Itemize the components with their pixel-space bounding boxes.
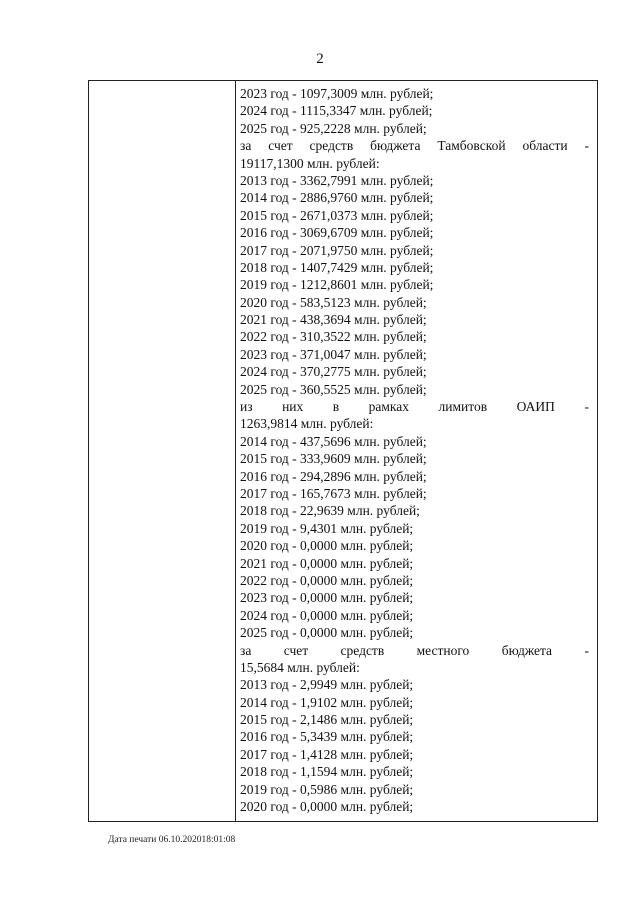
funding-line: 2024 год - 1115,3347 млн. рублей;: [240, 103, 433, 119]
funding-line: 2024 год - 370,2775 млн. рублей;: [240, 364, 427, 380]
funding-line: 2016 год - 3069,6709 млн. рублей;: [240, 225, 434, 241]
funding-line: 2013 год - 3362,7991 млн. рублей;: [240, 172, 434, 188]
funding-heading-word: бюджета: [370, 138, 421, 154]
funding-line: 2015 год - 333,9609 млн. рублей;: [240, 451, 427, 467]
funding-line: 2025 год - 360,5525 млн. рублей;: [240, 381, 427, 397]
funding-line: 2016 год - 294,2896 млн. рублей;: [240, 468, 427, 484]
funding-line: 2020 год - 0,0000 млн. рублей;: [240, 538, 414, 554]
funding-heading-word: счет: [283, 642, 309, 658]
funding-line: 2020 год - 0,0000 млн. рублей;: [240, 799, 414, 815]
funding-heading-word: за: [240, 642, 252, 658]
funding-heading-word: средств: [340, 642, 385, 658]
funding-line: 15,5684 млн. рублей:: [240, 659, 360, 675]
funding-line: 2014 год - 2886,9760 млн. рублей;: [240, 190, 434, 206]
funding-heading-word: -: [584, 138, 589, 154]
funding-line: 2017 год - 165,7673 млн. рублей;: [240, 485, 427, 501]
funding-line: 19117,1300 млн. рублей:: [240, 155, 380, 171]
print-date-footer: Дата печати 06.10.202018:01:08: [108, 835, 236, 845]
funding-line: 2013 год - 2,9949 млн. рублей;: [240, 677, 414, 693]
funding-heading-line: [240, 642, 589, 659]
funding-line: 2014 год - 437,5696 млн. рублей;: [240, 433, 427, 449]
funding-line: 2014 год - 1,9102 млн. рублей;: [240, 694, 414, 710]
funding-line: 2023 год - 371,0047 млн. рублей;: [240, 346, 427, 362]
funding-line: 2023 год - 1097,3009 млн. рублей;: [240, 86, 434, 101]
funding-heading-word: них: [282, 399, 304, 415]
funding-heading-word: средств: [309, 138, 354, 154]
funding-heading-word: местного: [416, 642, 470, 658]
table-left-cell: [89, 81, 236, 821]
funding-line: 2018 год - 22,9639 млн. рублей;: [240, 503, 420, 519]
funding-line: 2023 год - 0,0000 млн. рублей;: [240, 590, 414, 606]
funding-line: 2018 год - 1407,7429 млн. рублей;: [240, 259, 434, 275]
funding-heading-word: за: [240, 138, 252, 154]
funding-table: [88, 80, 598, 822]
funding-line: 2025 год - 925,2228 млн. рублей;: [240, 120, 427, 136]
funding-heading-line: [240, 398, 589, 415]
funding-heading-word: ОАИП: [516, 399, 555, 415]
funding-line: 2021 год - 438,3694 млн. рублей;: [240, 312, 427, 328]
funding-line: 2016 год - 5,3439 млн. рублей;: [240, 729, 414, 745]
funding-line: 2017 год - 2071,9750 млн. рублей;: [240, 242, 434, 258]
funding-line: 1263,9814 млн. рублей:: [240, 416, 374, 432]
page-number: 2: [316, 51, 324, 67]
funding-line: 2022 год - 0,0000 млн. рублей;: [240, 572, 414, 588]
funding-heading-word: -: [584, 642, 589, 658]
funding-heading-word: области: [522, 138, 568, 154]
funding-line: 2015 год - 2671,0373 млн. рублей;: [240, 207, 434, 223]
funding-heading-word: счет: [268, 138, 293, 154]
funding-heading-line: [240, 137, 589, 154]
funding-line: 2019 год - 1212,8601 млн. рублей;: [240, 277, 434, 293]
funding-heading-word: в: [332, 399, 340, 415]
funding-line: 2019 год - 0,5986 млн. рублей;: [240, 781, 414, 797]
funding-line: 2018 год - 1,1594 млн. рублей;: [240, 764, 414, 780]
table-right-cell: [236, 81, 597, 821]
funding-line: 2025 год - 0,0000 млн. рублей;: [240, 625, 414, 641]
funding-heading-word: рамках: [368, 399, 410, 415]
funding-heading-word: -: [584, 399, 589, 415]
funding-line: 2017 год - 1,4128 млн. рублей;: [240, 746, 414, 762]
funding-line: 2022 год - 310,3522 млн. рублей;: [240, 329, 427, 345]
funding-heading-word: из: [240, 399, 253, 415]
funding-heading-word: бюджета: [501, 642, 553, 658]
funding-heading-word: лимитов: [438, 399, 488, 415]
funding-line: 2020 год - 583,5123 млн. рублей;: [240, 294, 427, 310]
funding-heading-word: Тамбовской: [437, 138, 506, 154]
funding-line: 2021 год - 0,0000 млн. рублей;: [240, 555, 414, 571]
funding-line: 2015 год - 2,1486 млн. рублей;: [240, 712, 414, 728]
funding-line: 2019 год - 9,4301 млн. рублей;: [240, 520, 414, 536]
funding-line: 2024 год - 0,0000 млн. рублей;: [240, 607, 414, 623]
